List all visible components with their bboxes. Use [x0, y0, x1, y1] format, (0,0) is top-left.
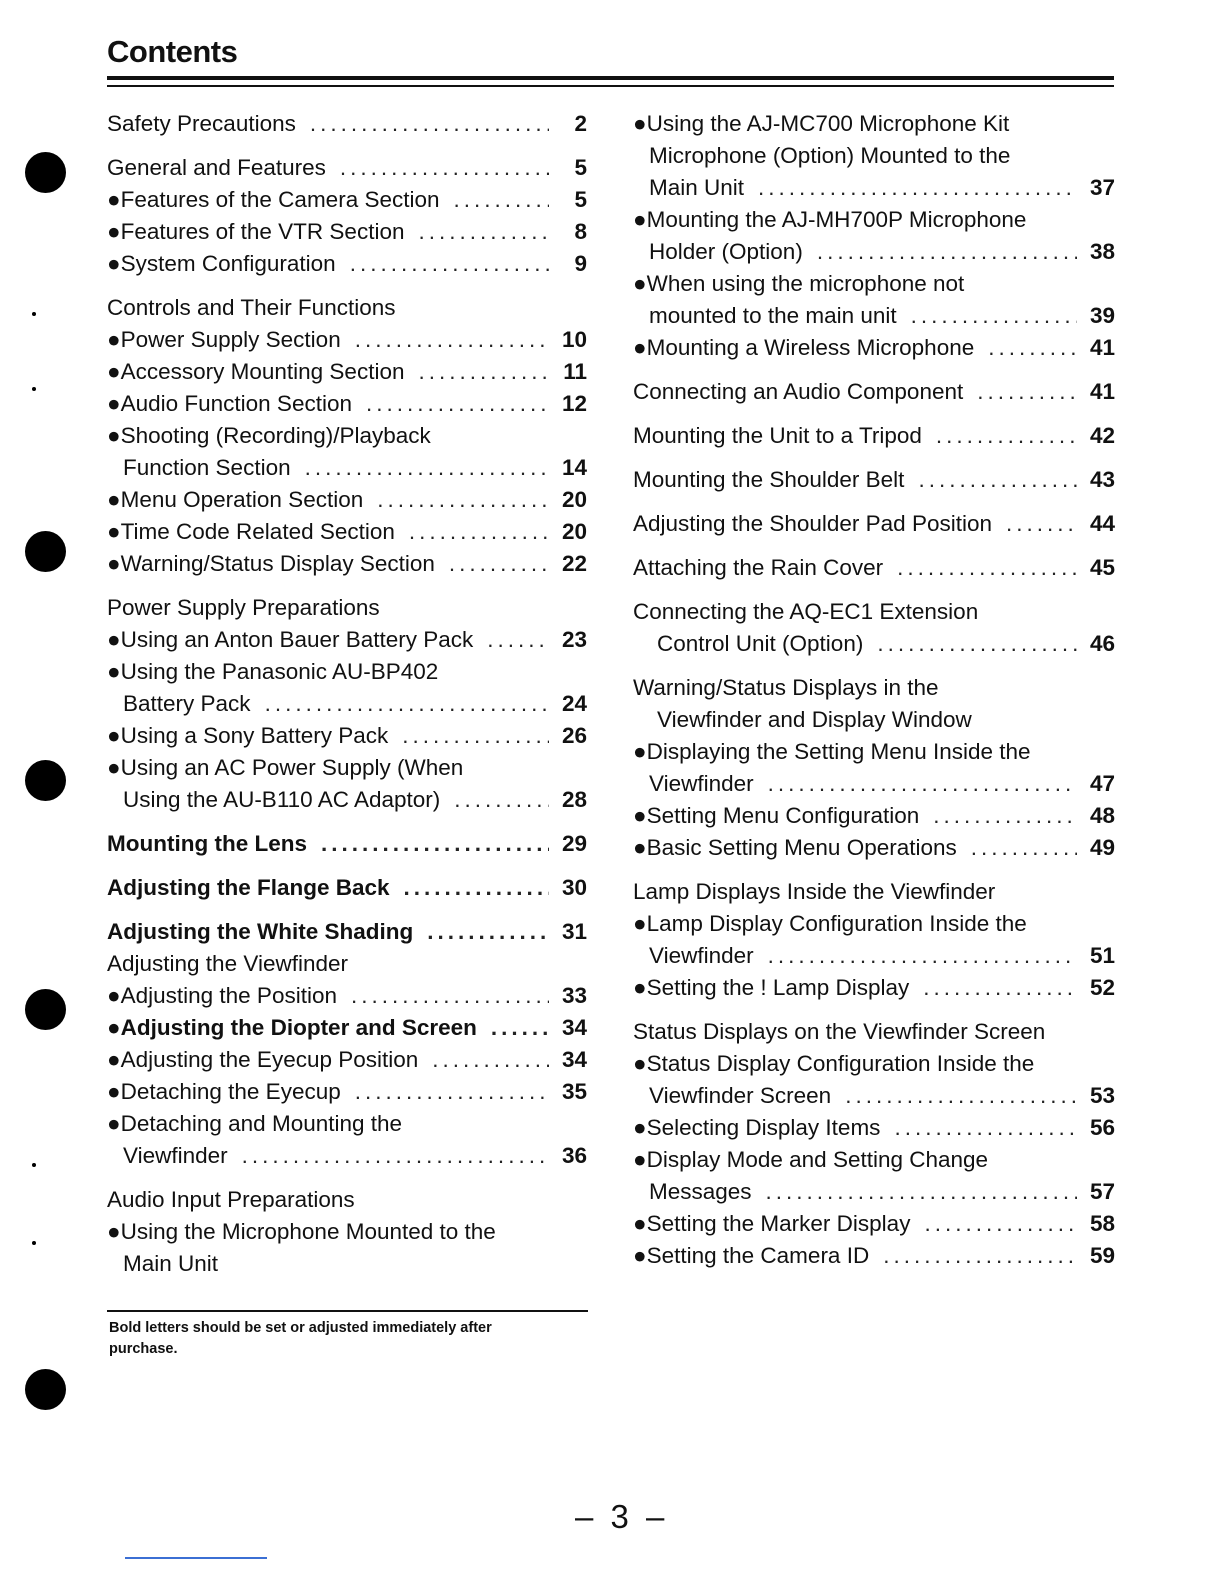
toc-entry-title: Microphone (Option) Mounted to the [649, 143, 1011, 168]
toc-entry-title: ●Accessory Mounting Section [107, 359, 405, 384]
toc-entry [107, 688, 587, 720]
footnote: Bold letters should be set or adjusted immediately after purchase. [109, 1320, 492, 1357]
toc-entry [107, 152, 587, 184]
toc-entry-title: ●Using the AJ-MC700 Microphone Kit [633, 111, 1010, 136]
toc-entry [633, 1080, 1115, 1112]
toc-entry [107, 1044, 587, 1076]
dot-leader [340, 152, 549, 184]
toc-entry-title: ●Detaching and Mounting the [107, 1111, 403, 1136]
dot-leader [402, 720, 549, 752]
toc-entry-title: Lamp Displays Inside the Viewfinder [633, 879, 996, 904]
toc-entry [107, 1108, 587, 1140]
toc-entry [633, 704, 1115, 736]
toc-page-number: 26 [561, 723, 587, 748]
toc-page-number: 5 [574, 187, 587, 212]
toc-entry-title: ●When using the microphone not [633, 271, 965, 296]
toc-entry [633, 508, 1115, 540]
toc-entry-title: ●Adjusting the Position [107, 983, 337, 1008]
toc-entry-title: ●Setting the Marker Display [633, 1211, 911, 1236]
toc-entry-title: Main Unit [649, 175, 745, 200]
toc-page-number: 47 [1089, 771, 1115, 796]
toc-page-number: 48 [1089, 803, 1115, 828]
toc-entry-title: ●Features of the Camera Section [107, 187, 440, 212]
toc-entry [107, 624, 587, 656]
toc-entry [633, 736, 1115, 768]
toc-entry [633, 172, 1115, 204]
toc-entry-title: ●Using an Anton Bauer Battery Pack [107, 627, 474, 652]
toc-entry-title: ●System Configuration [107, 251, 336, 276]
toc-page-number: 23 [561, 627, 587, 652]
toc-entry-title: Holder (Option) [649, 239, 803, 264]
blue-mark [125, 1557, 267, 1559]
toc-page-number: 31 [561, 919, 587, 944]
toc-entry [107, 752, 587, 784]
toc-entry-title: Mounting the Shoulder Belt [633, 467, 905, 492]
toc-entry-title: ●Using the Panasonic AU-BP402 [107, 659, 439, 684]
toc-page-number: 46 [1089, 631, 1115, 656]
dot-leader [883, 1240, 1077, 1272]
toc-page-number: 38 [1089, 239, 1115, 264]
toc-entry-title: ●Status Display Configuration Inside the [633, 1051, 1035, 1076]
toc-entry-title: ●Setting Menu Configuration [633, 803, 920, 828]
toc-entry-title: Safety Precautions [107, 111, 296, 136]
dot-leader [845, 1080, 1077, 1112]
dot-leader [897, 552, 1077, 584]
dot-leader [487, 624, 549, 656]
toc-entry [107, 516, 587, 548]
toc-page-number: 11 [563, 359, 587, 384]
toc-entry [107, 452, 587, 484]
toc-entry-title: Main Unit [123, 1251, 219, 1276]
dot-leader [418, 356, 549, 388]
toc-entry [633, 876, 1115, 908]
toc-page-number: 29 [561, 831, 587, 856]
toc-page-number: 5 [574, 155, 587, 180]
binder-hole [25, 989, 66, 1030]
toc-entry-title: ●Menu Operation Section [107, 487, 364, 512]
toc-entry-title: ●Time Code Related Section [107, 519, 395, 544]
toc-page-number: 34 [561, 1047, 587, 1072]
toc-entry [633, 908, 1115, 940]
toc-entry [107, 548, 587, 580]
toc-entry-title: ●Detaching the Eyecup [107, 1079, 341, 1104]
toc-entry [633, 464, 1115, 496]
toc-page-number: 34 [561, 1015, 587, 1040]
dot-leader [404, 872, 549, 904]
toc-entry-title: Viewfinder [123, 1143, 228, 1168]
toc-page-number: 58 [1089, 1211, 1115, 1236]
toc-entry [107, 1140, 587, 1172]
toc-entry [107, 1184, 587, 1216]
toc-entry-title: ●Shooting (Recording)/Playback [107, 423, 431, 448]
toc-entry [107, 356, 587, 388]
toc-entry-title: General and Features [107, 155, 326, 180]
toc-entry [633, 1144, 1115, 1176]
dot-leader [242, 1140, 549, 1172]
toc-entry [107, 720, 587, 752]
toc-entry-title: ●Warning/Status Display Section [107, 551, 435, 576]
toc-entry [633, 800, 1115, 832]
toc-entry-title: Status Displays on the Viewfinder Screen [633, 1019, 1046, 1044]
dot-leader [321, 828, 549, 860]
toc-entry-title: Viewfinder [649, 771, 754, 796]
toc-entry-title: ●Basic Setting Menu Operations [633, 835, 957, 860]
toc-entry [107, 1216, 587, 1248]
binder-hole [25, 1369, 66, 1410]
toc-entry [633, 940, 1115, 972]
toc-entry-title: Using the AU-B110 AC Adaptor) [123, 787, 441, 812]
toc-entry-title: ●Mounting the AJ-MH700P Microphone [633, 207, 1027, 232]
toc-entry-title: Function Section [123, 455, 291, 480]
toc-entry-title: ●Displaying the Setting Menu Inside the [633, 739, 1031, 764]
dot-leader [817, 236, 1077, 268]
toc-page-number: 53 [1089, 1083, 1115, 1108]
toc-entry-title: mounted to the main unit [649, 303, 897, 328]
toc-entry [107, 592, 587, 624]
toc-entry [107, 980, 587, 1012]
toc-entry-title: Mounting the Lens [107, 831, 307, 856]
dot-leader [427, 916, 549, 948]
toc-entry [633, 420, 1115, 452]
toc-entry [107, 248, 587, 280]
dot-leader [491, 1012, 549, 1044]
toc-entry [633, 140, 1115, 172]
toc-entry [633, 1176, 1115, 1208]
toc-page-number: 49 [1089, 835, 1115, 860]
toc-entry-title: Viewfinder Screen [649, 1083, 832, 1108]
toc-right-column [633, 108, 1115, 1272]
toc-entry-title: Attaching the Rain Cover [633, 555, 884, 580]
toc-entry-title: Warning/Status Displays in the [633, 675, 939, 700]
binder-hole [25, 760, 66, 801]
toc-entry [633, 108, 1115, 140]
toc-entry-title: ●Selecting Display Items [633, 1115, 881, 1140]
dot-leader [418, 216, 549, 248]
toc-page-number: 57 [1089, 1179, 1115, 1204]
footnote-rule [107, 1310, 588, 1312]
toc-page-number: 9 [574, 251, 587, 276]
toc-entry [107, 1012, 587, 1044]
toc-entry [633, 332, 1115, 364]
toc-entry [633, 300, 1115, 332]
toc-page-number: 51 [1089, 943, 1115, 968]
toc-entry [633, 596, 1115, 628]
toc-entry-title: ●Using an AC Power Supply (When [107, 755, 464, 780]
toc-entry-title: Power Supply Preparations [107, 595, 380, 620]
toc-entry-title: Connecting the AQ-EC1 Extension [633, 599, 979, 624]
dot-leader [366, 388, 549, 420]
toc-entry [633, 1048, 1115, 1080]
toc-page-number: 42 [1089, 423, 1115, 448]
toc-page-number: 30 [561, 875, 587, 900]
toc-page-number: 36 [561, 1143, 587, 1168]
dot-leader [768, 940, 1077, 972]
binder-speck [32, 312, 36, 316]
toc-entry-title: Audio Input Preparations [107, 1187, 355, 1212]
toc-entry [633, 1208, 1115, 1240]
dot-leader [768, 768, 1077, 800]
title-rule-thick [107, 76, 1114, 80]
dot-leader [924, 1208, 1077, 1240]
toc-page-number: 39 [1089, 303, 1115, 328]
toc-entry [107, 292, 587, 324]
toc-page-number: 8 [574, 219, 587, 244]
toc-entry-title: ●Adjusting the Eyecup Position [107, 1047, 419, 1072]
toc-page-number: 52 [1089, 975, 1115, 1000]
dot-leader [305, 452, 549, 484]
binder-hole [25, 531, 66, 572]
toc-page-number: 44 [1089, 511, 1115, 536]
toc-entry-title: Adjusting the Flange Back [107, 875, 390, 900]
toc-page-number: 24 [561, 691, 587, 716]
page-number: – 3 – [575, 1498, 669, 1535]
toc-entry [107, 216, 587, 248]
toc-entry-title: Adjusting the White Shading [107, 919, 414, 944]
toc-entry-title: Viewfinder [649, 943, 754, 968]
dot-leader [766, 1176, 1077, 1208]
toc-entry [633, 1240, 1115, 1272]
dot-leader [355, 324, 549, 356]
toc-entry-title: Connecting an Audio Component [633, 379, 964, 404]
toc-page-number: 10 [561, 327, 587, 352]
dot-leader [351, 980, 549, 1012]
toc-entry [107, 184, 587, 216]
dot-leader [350, 248, 549, 280]
toc-left-column [107, 108, 587, 1280]
dot-leader [432, 1044, 549, 1076]
toc-entry [107, 656, 587, 688]
toc-entry-title: Mounting the Unit to a Tripod [633, 423, 922, 448]
binder-speck [32, 387, 36, 391]
toc-entry [107, 324, 587, 356]
dot-leader [911, 300, 1077, 332]
dot-leader [988, 332, 1077, 364]
toc-entry [633, 204, 1115, 236]
toc-entry-title: Messages [649, 1179, 752, 1204]
toc-entry [107, 484, 587, 516]
dot-leader [936, 420, 1077, 452]
toc-entry [633, 1112, 1115, 1144]
toc-entry-title: ●Audio Function Section [107, 391, 352, 416]
binder-speck [32, 1241, 36, 1245]
binder-speck [32, 1163, 36, 1167]
toc-page-number: 43 [1089, 467, 1115, 492]
toc-entry [633, 832, 1115, 864]
toc-entry [107, 1248, 587, 1280]
toc-entry-title: ●Lamp Display Configuration Inside the [633, 911, 1027, 936]
toc-page-number: 33 [561, 983, 587, 1008]
toc-entry-title: Battery Pack [123, 691, 251, 716]
toc-entry [107, 388, 587, 420]
binder-hole [25, 152, 66, 193]
toc-page-number: 28 [561, 787, 587, 812]
toc-page-number: 14 [561, 455, 587, 480]
toc-page-number: 20 [561, 519, 587, 544]
dot-leader [265, 688, 549, 720]
toc-entry [107, 948, 587, 980]
dot-leader [355, 1076, 549, 1108]
toc-entry-title: ●Features of the VTR Section [107, 219, 405, 244]
toc-entry-title: Controls and Their Functions [107, 295, 396, 320]
toc-entry-title: ●Setting the ! Lamp Display [633, 975, 910, 1000]
title-rule-thin [107, 85, 1114, 87]
toc-entry [107, 872, 587, 904]
toc-entry-title: ●Power Supply Section [107, 327, 341, 352]
toc-page-number: 41 [1089, 379, 1115, 404]
toc-entry-title: ●Adjusting the Diopter and Screen [107, 1015, 477, 1040]
toc-entry-title: ●Display Mode and Setting Change [633, 1147, 989, 1172]
toc-entry [633, 236, 1115, 268]
toc-page-number: 20 [561, 487, 587, 512]
toc-page-number: 59 [1089, 1243, 1115, 1268]
dot-leader [894, 1112, 1077, 1144]
toc-entry [107, 420, 587, 452]
toc-entry-title: ●Setting the Camera ID [633, 1243, 870, 1268]
toc-page-number: 41 [1089, 335, 1115, 360]
dot-leader [409, 516, 549, 548]
page-title: Contents [107, 34, 238, 69]
toc-entry-title: ●Using a Sony Battery Pack [107, 723, 389, 748]
toc-entry [633, 1016, 1115, 1048]
toc-page-number: 56 [1089, 1115, 1115, 1140]
dot-leader [877, 628, 1077, 660]
toc-entry [633, 628, 1115, 660]
dot-leader [377, 484, 549, 516]
dot-leader [310, 108, 549, 140]
toc-entry [633, 972, 1115, 1004]
toc-entry [107, 108, 587, 140]
toc-page-number: 37 [1089, 175, 1115, 200]
toc-page-number: 45 [1089, 555, 1115, 580]
toc-entry [633, 768, 1115, 800]
dot-leader [1006, 508, 1077, 540]
toc-entry-title: Adjusting the Viewfinder [107, 951, 348, 976]
toc-entry-title: ●Using the Microphone Mounted to the [107, 1219, 496, 1244]
dot-leader [449, 548, 549, 580]
toc-page-number: 12 [561, 391, 587, 416]
toc-entry [107, 1076, 587, 1108]
toc-entry [633, 268, 1115, 300]
toc-entry [633, 376, 1115, 408]
toc-entry-title: Control Unit (Option) [657, 631, 864, 656]
dot-leader [918, 464, 1077, 496]
toc-entry-title: Viewfinder and Display Window [657, 707, 972, 732]
toc-entry-title: Adjusting the Shoulder Pad Position [633, 511, 992, 536]
dot-leader [454, 784, 549, 816]
toc-page-number: 2 [574, 111, 587, 136]
toc-entry-title: ●Mounting a Wireless Microphone [633, 335, 975, 360]
toc-page-number: 22 [561, 551, 587, 576]
toc-entry [633, 552, 1115, 584]
dot-leader [971, 832, 1077, 864]
dot-leader [933, 800, 1077, 832]
dot-leader [923, 972, 1077, 1004]
dot-leader [454, 184, 549, 216]
toc-page-number: 35 [561, 1079, 587, 1104]
dot-leader [758, 172, 1077, 204]
dot-leader [977, 376, 1077, 408]
toc-entry [633, 672, 1115, 704]
toc-entry [107, 916, 587, 948]
toc-entry [107, 828, 587, 860]
toc-entry [107, 784, 587, 816]
